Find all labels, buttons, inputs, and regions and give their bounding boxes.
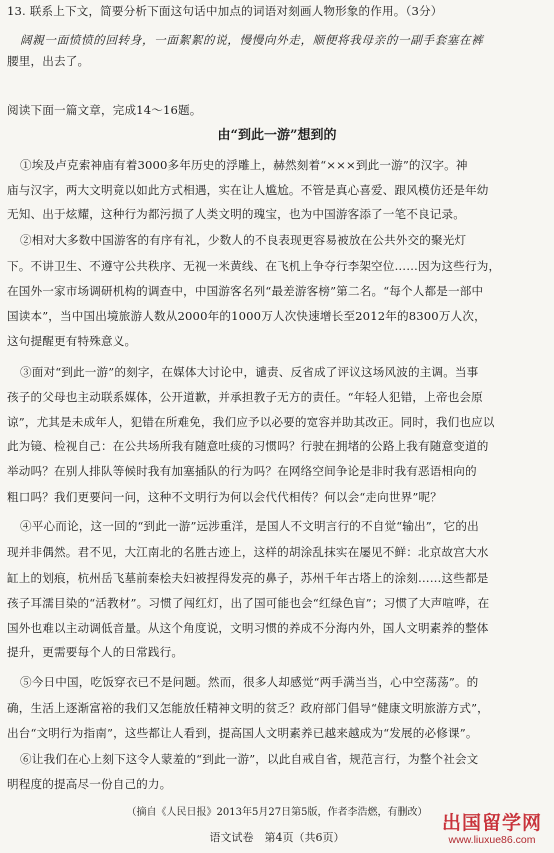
paragraph-line: ②相对大多数中国游客的有序有礼，少数人的不良表现更容易被放在公共外交的聚光灯 [20,233,467,247]
paragraph-line: ⑥让我们在心上刻下这令人蒙羞的“到此一游”，以此自戒自省，规范言行，为整个社会文 [20,752,479,766]
question-13: 13. 联系上下文，简要分析下面这句话中加点的词语对刻画人物形象的作用。（3分） [7,4,443,18]
paragraph-line: 孩子的父母也主动联系媒体，公开道歉，并承担教子无方的责任。“年轻人犯错，上帝也会原 [7,390,483,404]
paragraph-line: 孩子耳濡目染的“活教材”。习惯了闯红灯，出了国可能也会“红绿色盲”；习惯了大声喧哗，在 [7,596,490,610]
paragraph-line: 无知、出于炫耀，这种行为都污损了人类文明的瑰宝，也为中国游客添了一笔不良记录。 [7,207,466,221]
question-13-quote-line: 阔親一面愤愤的回转身，一面絮絮的说，慢慢向外走，顺便将我母亲的一副手套塞在裤 [20,33,484,47]
paragraph-line: ③面对“到此一游”的刻字，在媒体大讨论中，谴责、反省成了评议这场风波的主调。当事 [20,365,479,379]
reading-instruction: 阅读下面一篇文章，完成14～16题。 [7,103,202,117]
paragraph-line: 现并非偶然。君不见，大江南北的名胜古迹上，这样的胡涂乱抹实在屡见不鲜：北京故宫大水 [7,545,489,559]
paragraph-line: 庙与汉字，两大文明竟以如此方式相遇，实在让人尴尬。不管是真心喜爱、跟风模仿还是年幼 [7,183,489,197]
paragraph-line: 提升，更需要每个人的日常践行。 [7,645,184,659]
paragraph-line: 国读本”，当中国出境旅游人数从2000年的1000万人次快速增长至2012年的8300万人次， [7,309,486,323]
question-13-quote-line: 腰里，出去了。 [7,54,90,68]
paragraph-line: 明程度的提高尽一份自己的力。 [7,777,172,791]
paragraph-line: 粗口吗？我们更要问一问，这种不文明行为何以会代代相传？何以会“走向世界”呢？ [7,490,442,504]
paragraph-line: 这句提醒更有特殊意义。 [7,334,137,348]
article-source: （摘自《人民日报》2013年5月27日第5版，作者李浩燃，有删改） [126,807,428,818]
paragraph-line: 国外也难以主动调低音量。从这个角度说，文明习惯的养成不分海内外，国人文明素养的整体 [7,621,489,635]
watermark-logo [436,812,548,850]
watermark-url: www.liuxue86.com [448,834,536,846]
paragraph-line: ④平心而论，这一回的“到此一游”远涉重洋，是国人不文明言行的不自觉“输出”，它的出 [20,519,479,533]
paragraph-line: 在国外一家市场调研机构的调查中，中国游客名列“最差游客榜”第二名。“每个人都是一部中 [7,284,484,298]
paragraph-line: 谅”，尤其是未成年人，犯错在所难免，我们应予以必要的宽容并助其改正。同时，我们也应以 [7,415,495,429]
paragraph-line: 缸上的划痕，杭州岳飞墓前秦桧夫妇被捏得发亮的鼻子，苏州千年古塔上的涂刻……这些都是 [7,571,489,585]
page-footer: 语文试卷 第4页（共6页） [209,831,345,844]
article-title: 由“到此一游”想到的 [217,128,337,143]
paragraph-line: 确，生活上逐渐富裕的我们又怎能放任精神文明的贫乏？政府部门倡导“健康文明旅游方式”， [7,701,489,715]
paragraph-line: ⑤今日中国，吃饭穿衣已不是问题。然而，很多人却感觉“两手满当当，心中空荡荡”。的 [20,675,479,689]
watermark-text: 出国留学网 [441,812,542,834]
paragraph-line: 此为镜、检视自己：在公共场所我有随意吐痰的习惯吗？行驶在拥堵的公路上我有随意变道的 [7,439,489,453]
paragraph-line: 出台“文明行为指南”，这些都让人看到，提高国人文明素养已越来越成为“发展的必修课”。 [7,726,478,740]
paragraph-line: 下。不讲卫生、不遵守公共秩序、无视一米黄线、在飞机上争夺行李架空位……因为这些行为， [7,259,501,273]
paragraph-line: 举动吗？在别人排队等候时我有加塞插队的行为吗？在网络空间争论是非时我有恶语相向的 [7,464,477,478]
paragraph-line: ①埃及卢克索神庙有着3000多年历史的浮雕上，赫然刻着“×××到此一游”的汉字。神 [20,158,468,172]
